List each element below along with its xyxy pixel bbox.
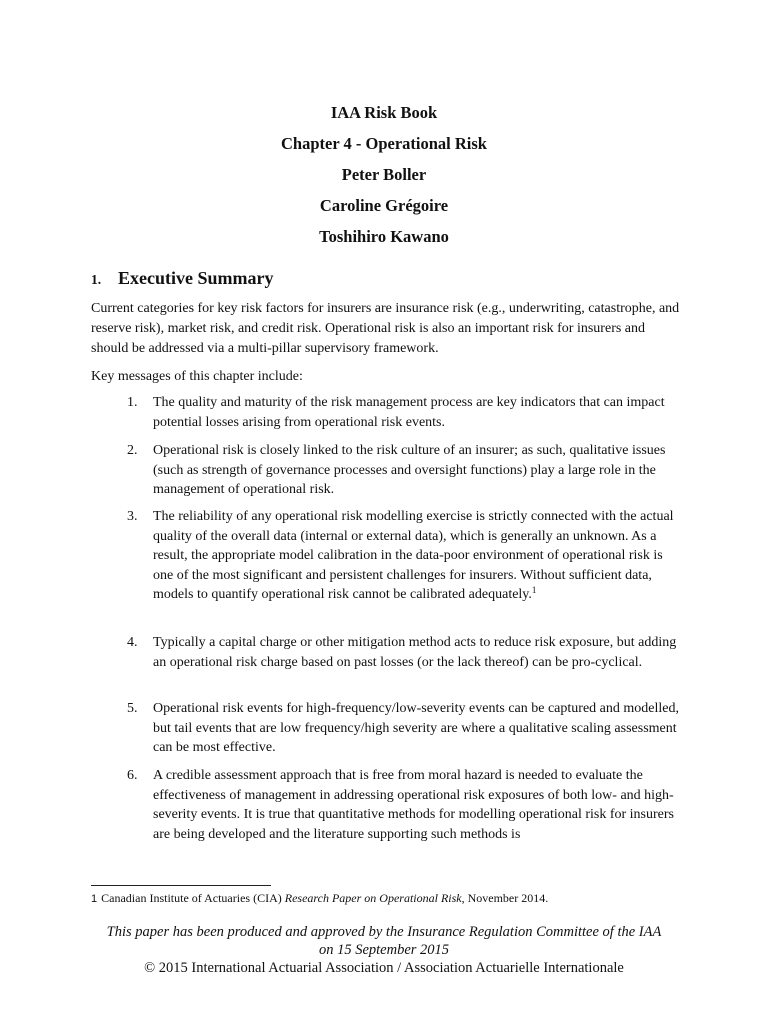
footnote-divider — [91, 885, 271, 886]
section-heading — [91, 266, 273, 292]
footer-copyright: © 2015 International Actuarial Association / Association Actuarielle Internationale — [144, 960, 624, 976]
author-name: Caroline Grégoire — [319, 196, 449, 215]
list-item — [91, 393, 680, 432]
section-number: 1. — [91, 272, 102, 287]
footer-date-line: on 15 September 2015 — [318, 942, 450, 958]
footnote-mark: 1 — [91, 893, 98, 905]
list-item-text: Typically a capital charge or other mitigation method acts to reduce risk exposure, but adding an operational risk charge based on past losses (or the lack thereof) can be pro-cyclical. — [153, 635, 677, 670]
footer-approval-line: This paper has been produced and approved by the Insurance Regulation Committee of the IAA — [106, 924, 662, 940]
list-item — [91, 441, 680, 500]
intro-paragraph: Current categories for key risk factors for insurers are insurance risk (e.g., underwriting, catastrophe, and reserve risk), market risk, and credit risk. Operational risk is also an important risk for insurers and should be addressed via a multi-pillar supervisory framework. — [91, 301, 680, 356]
list-item — [91, 633, 680, 672]
footnote-reference[interactable]: 1 — [531, 585, 537, 596]
list-item-text: The quality and maturity of the risk management process are key indicators that can impact potential losses arising from operational risk events. — [153, 395, 665, 430]
list-item-number: 3. — [127, 509, 138, 524]
list-item — [91, 699, 680, 758]
list-item — [91, 507, 680, 605]
list-item-number: 6. — [127, 768, 138, 783]
key-messages-intro: Key messages of this chapter include: — [91, 369, 303, 384]
list-item — [91, 766, 680, 844]
footnote-suffix: , November 2014. — [461, 891, 549, 905]
list-item-text: Operational risk is closely linked to the risk culture of an insurer; as such, qualitative issues (such as strength of governance processes and oversight functions) play a large role in the management of operational risk. — [153, 443, 666, 498]
list-item-number: 5. — [127, 701, 138, 716]
book-title: IAA Risk Book — [330, 103, 438, 122]
list-item-number: 1. — [127, 395, 138, 410]
list-item-text: A credible assessment approach that is free from moral hazard is needed to evaluate the effectiveness of management in addressing operational risk exposures of both low- and high-severity events. It is true that quantitative methods for modelling operational risk for insurers are being developed and the literature supporting such methods is — [153, 768, 674, 842]
footnote — [91, 890, 548, 907]
author-name: Peter Boller — [341, 165, 427, 184]
author-name: Toshihiro Kawano — [319, 227, 449, 246]
title-block — [0, 97, 768, 252]
footnote-title: Research Paper on Operational Risk — [284, 891, 462, 905]
footnote-prefix: Canadian Institute of Actuaries (CIA) — [101, 891, 285, 905]
list-item-number: 4. — [127, 635, 138, 650]
chapter-title: Chapter 4 - Operational Risk — [281, 134, 487, 153]
list-item-text: Operational risk events for high-frequency/low-severity events can be captured and modelled, but tail events that are low frequency/high severity are where a qualitative scaling assessment can be most effective. — [153, 701, 679, 756]
list-item-text: The reliability of any operational risk modelling exercise is strictly connected with the actual quality of the overall data (internal or external data), which is generally an unknown. As a result, the appropriate model calibration in the data-poor environment of operational risk is one of the most significant and persistent challenges for insurers. Without sufficient data, models to quantify operational risk cannot be calibrated adequately. — [153, 509, 674, 603]
page-footer — [0, 923, 768, 977]
list-item-number: 2. — [127, 443, 138, 458]
section-title: Executive Summary — [118, 268, 274, 288]
